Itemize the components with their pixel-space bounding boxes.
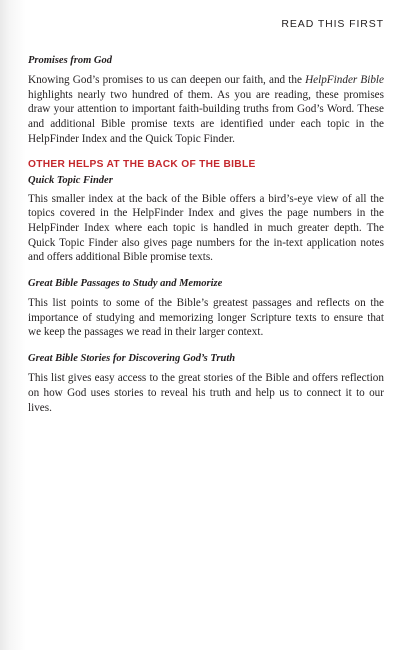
great-stories-heading: Great Bible Stories for Discovering God’s Truth <box>28 353 236 365</box>
promises-paragraph <box>28 73 384 147</box>
running-head: READ THIS FIRST <box>281 18 384 30</box>
quick-topic-heading: Quick Topic Finder <box>28 174 113 186</box>
great-passages-heading: Great Bible Passages to Study and Memorize <box>28 278 223 290</box>
helpfinder-bible-title: HelpFinder Bible <box>305 74 384 86</box>
promises-heading: Promises from God <box>28 55 112 66</box>
promises-text-after: highlights nearly two hundred of them. As you are reading, these promises draw your attention to important faith-building truths from God’s Word. These and additional Bible promise texts are identified under each topic in the HelpFinder Index and the Quick Topic Finder. <box>28 88 384 145</box>
quick-topic-paragraph: This smaller index at the back of the Bible offers a bird’s-eye view of all the topics covered in the HelpFinder Index and gives the page numbers in the HelpFinder Index where each topic is handled in much greater depth. The Quick Topic Finder also gives page numbers for the in-text application notes and offers additional Bible promise texts. <box>28 192 384 264</box>
great-stories-paragraph: This list gives easy access to the great stories of the Bible and offers reflection on how God uses stories to reveal his truth and help us to connect it to our lives. <box>28 372 384 414</box>
promises-text-before: Knowing God’s promises to us can deepen our faith, and the <box>28 74 306 86</box>
great-passages-paragraph: This list points to some of the Bible’s greatest passages and reflects on the importance of studying and memorizing longer Scripture texts to ensure that we keep the passages we read in their larger context. <box>28 297 384 339</box>
other-helps-heading: OTHER HELPS AT THE BACK OF THE BIBLE <box>28 158 256 170</box>
page-content <box>28 54 384 415</box>
